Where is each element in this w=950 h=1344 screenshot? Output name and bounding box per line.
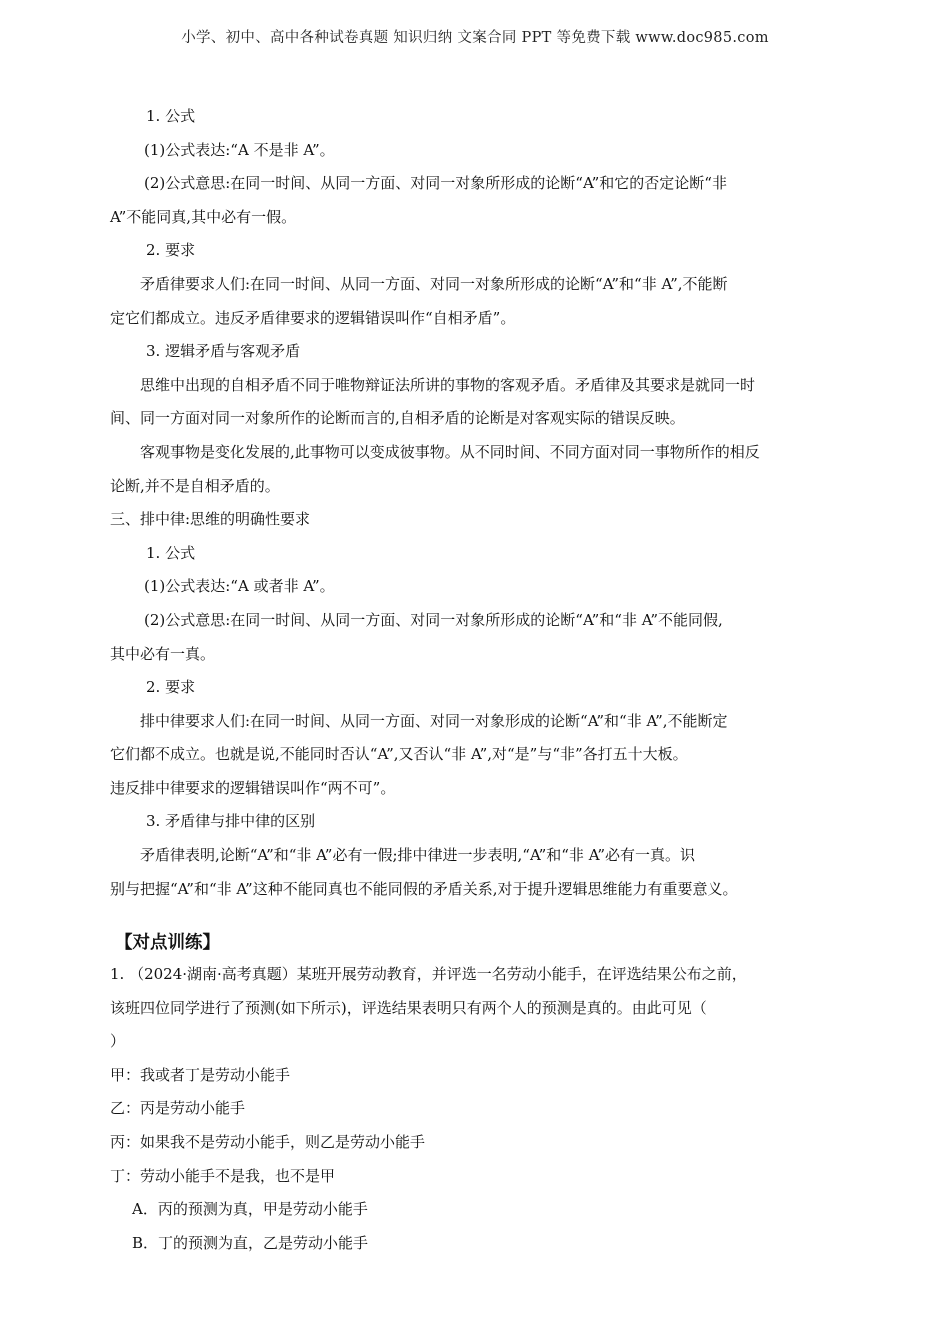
heading-requirement: 2. 要求	[146, 678, 196, 697]
formula-expression: (1)公式表达:“A 不是非 A”。	[144, 140, 335, 159]
page-header: 小学、初中、高中各种试卷真题 知识归纳 文案合同 PPT 等免费下载 www.doc985.com	[181, 30, 769, 46]
paragraph: 矛盾律要求人们:在同一时间、从同一方面、对同一对象所形成的论断“A”和“非 A”,不能断	[140, 274, 728, 293]
paragraph: 别与把握“A”和“非 A”这种不能同真也不能同假的矛盾关系,对于提升逻辑思维能力有重要意义。	[110, 879, 738, 898]
paragraph: 排中律要求人们:在同一时间、从同一方面、对同一对象形成的论断“A”和“非 A”,不能断定	[140, 711, 728, 730]
heading-requirement: 2. 要求	[146, 241, 196, 260]
formula-meaning-cont: A”不能同真,其中必有一假。	[110, 207, 297, 226]
exercise-heading: 【对点训练】	[115, 933, 220, 953]
paragraph: 它们都不成立。也就是说,不能同时否认“A”,又否认“非 A”,对“是”与“非”各打五十大板。	[110, 745, 688, 764]
heading-logic-vs-objective: 3. 逻辑矛盾与客观矛盾	[146, 342, 301, 361]
question-stem-bracket: ）	[110, 1032, 126, 1051]
formula-meaning: (2)公式意思:在同一时间、从同一方面、对同一对象所形成的论断“A”和“非 A”不能同假,	[144, 610, 723, 629]
exercise-section	[110, 928, 850, 1260]
paragraph: 论断,并不是自相矛盾的。	[110, 476, 280, 495]
section-heading-excluded-middle: 三、排中律:思维的明确性要求	[110, 510, 311, 529]
paragraph: 违反排中律要求的逻辑错误叫作“两不可”。	[110, 778, 396, 797]
paragraph: 客观事物是变化发展的,此事物可以变成彼事物。从不同时间、不同方面对同一事物所作的相反	[140, 442, 760, 461]
prediction-ding: 丁：劳动小能手不是我，也不是甲	[110, 1166, 336, 1185]
heading-difference: 3. 矛盾律与排中律的区别	[146, 812, 316, 831]
option-b: B．丁的预测为直，乙是劳动小能手	[132, 1233, 369, 1252]
paragraph: 间、同一方面对同一对象所作的论断而言的,自相矛盾的论断是对客观实际的错误反映。	[110, 409, 685, 428]
question-stem: 该班四位同学进行了预测(如下所示)，评选结果表明只有两个人的预测是真的。由此可见（	[110, 998, 707, 1017]
question-stem: 1. （2024·湖南·高考真题）某班开展劳动教育，并评选一名劳动小能手，在评选结果公布之前，	[110, 965, 747, 983]
prediction-jia: 甲：我或者丁是劳动小能手	[110, 1065, 291, 1084]
heading-formula: 1. 公式	[146, 543, 196, 562]
heading-formula: 1. 公式	[146, 107, 196, 125]
paragraph: 定它们都成立。违反矛盾律要求的逻辑错误叫作“自相矛盾”。	[110, 308, 516, 327]
formula-meaning: (2)公式意思:在同一时间、从同一方面、对同一对象所形成的论断“A”和它的否定论断“非	[144, 174, 727, 193]
formula-expression: (1)公式表达:“A 或者非 A”。	[144, 577, 335, 596]
prediction-bing: 丙：如果我不是劳动小能手，则乙是劳动小能手	[110, 1132, 426, 1151]
document-body	[110, 100, 836, 906]
prediction-yi: 乙：丙是劳动小能手	[110, 1099, 246, 1118]
paragraph: 矛盾律表明,论断“A”和“非 A”必有一假;排中律进一步表明,“A”和“非 A”必有一真。识	[140, 846, 695, 865]
option-a: A．丙的预测为真，甲是劳动小能手	[132, 1200, 368, 1219]
paragraph: 思维中出现的自相矛盾不同于唯物辩证法所讲的事物的客观矛盾。矛盾律及其要求是就同一时	[140, 375, 756, 394]
formula-meaning-cont: 其中必有一真。	[110, 644, 216, 663]
